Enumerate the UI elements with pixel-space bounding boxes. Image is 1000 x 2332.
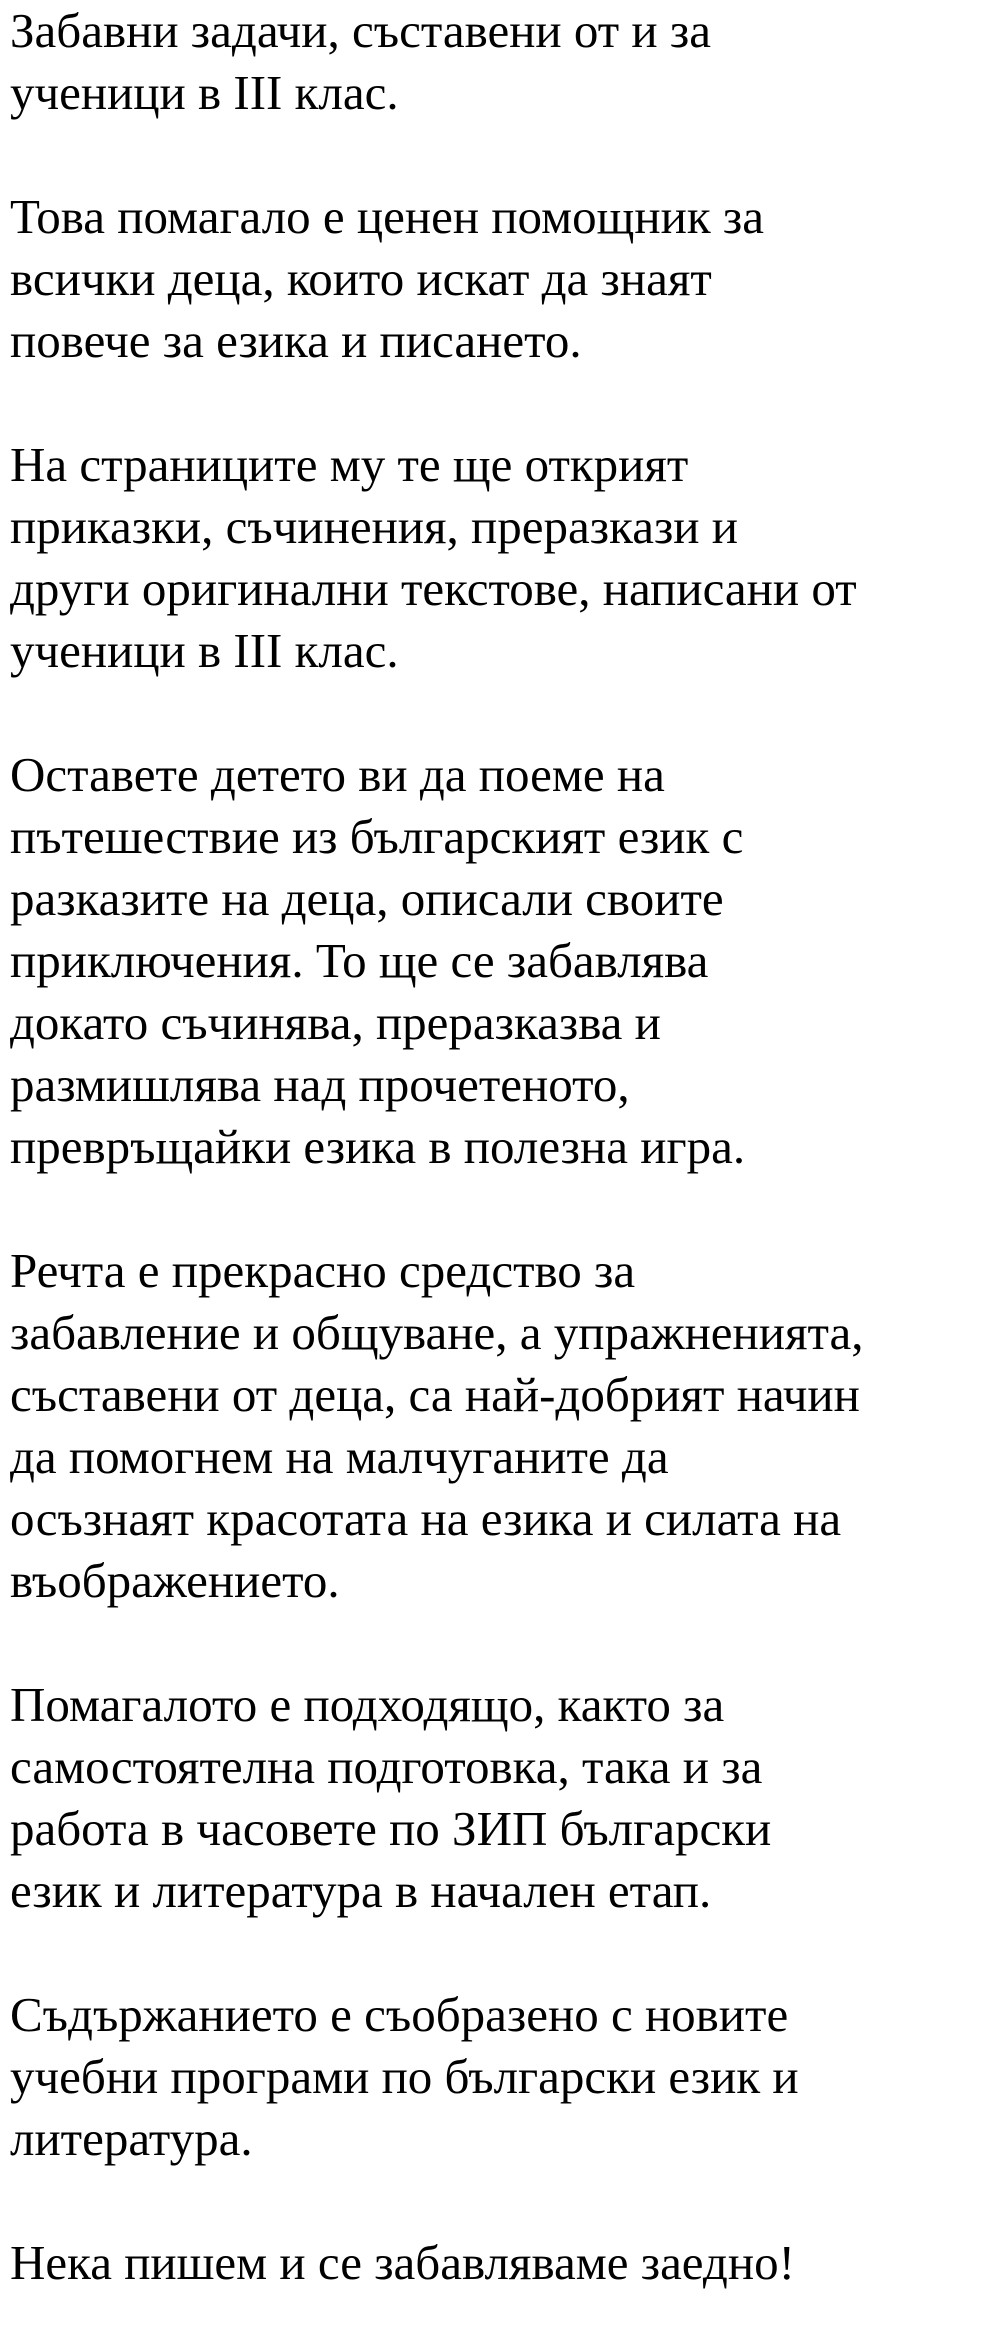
paragraph-7: [10, 1984, 995, 2170]
text-line: Нека пишем и се забавляваме заедно!: [10, 2235, 795, 2290]
paragraph-gap: [10, 682, 995, 744]
paragraph-6: [10, 1674, 995, 1922]
paragraph-gap: [10, 124, 995, 186]
text-line: ученици в III клас.: [10, 65, 399, 120]
text-line: Оставете детето ви да поеме на: [10, 747, 665, 802]
text-line: въображението.: [10, 1553, 340, 1608]
paragraph-4: [10, 744, 995, 1178]
text-line: докато съчинява, преразказва и: [10, 995, 661, 1050]
paragraph-gap: [10, 1612, 995, 1674]
paragraph-gap: [10, 372, 995, 434]
text-line: Речта е прекрасно средство за: [10, 1243, 636, 1298]
text-line: повече за езика и писането.: [10, 313, 582, 368]
text-line: забавление и общуване, а упражненията,: [10, 1305, 864, 1360]
paragraph-1: [10, 0, 995, 124]
book-description: [10, 0, 995, 2294]
text-line: работа в часовете по ЗИП български: [10, 1801, 772, 1856]
text-line: осъзнаят красотата на езика и силата на: [10, 1491, 842, 1546]
paragraph-3: [10, 434, 995, 682]
text-line: превръщайки езика в полезна игра.: [10, 1119, 746, 1174]
paragraph-gap: [10, 2170, 995, 2232]
text-line: всички деца, които искат да знаят: [10, 251, 712, 306]
text-line: разказите на деца, описали своите: [10, 871, 724, 926]
paragraph-5: [10, 1240, 995, 1612]
text-line: Забавни задачи, съставени от и за: [10, 3, 711, 58]
text-line: учебни програми по български език и: [10, 2049, 799, 2104]
text-line: Помагалото е подходящо, както за: [10, 1677, 725, 1732]
paragraph-gap: [10, 1922, 995, 1984]
text-line: да помогнем на малчуганите да: [10, 1429, 669, 1484]
text-line: ученици в III клас.: [10, 623, 399, 678]
paragraph-8: [10, 2232, 995, 2294]
text-line: други оригинални текстове, написани от: [10, 561, 857, 616]
text-line: литература.: [10, 2111, 253, 2166]
text-line: пътешествие из българският език с: [10, 809, 744, 864]
text-line: език и литература в начален етап.: [10, 1863, 712, 1918]
text-line: съставени от деца, са най-добрият начин: [10, 1367, 860, 1422]
text-line: Това помагало е ценен помощник за: [10, 189, 764, 244]
text-line: самостоятелна подготовка, така и за: [10, 1739, 763, 1794]
paragraph-2: [10, 186, 995, 372]
paragraph-gap: [10, 1178, 995, 1240]
text-line: приказки, съчинения, преразкази и: [10, 499, 738, 554]
text-line: На страниците му те ще открият: [10, 437, 689, 492]
text-line: Съдържанието е съобразено с новите: [10, 1987, 789, 2042]
text-line: размишлява над прочетеното,: [10, 1057, 630, 1112]
text-line: приключения. То ще се забавлява: [10, 933, 709, 988]
